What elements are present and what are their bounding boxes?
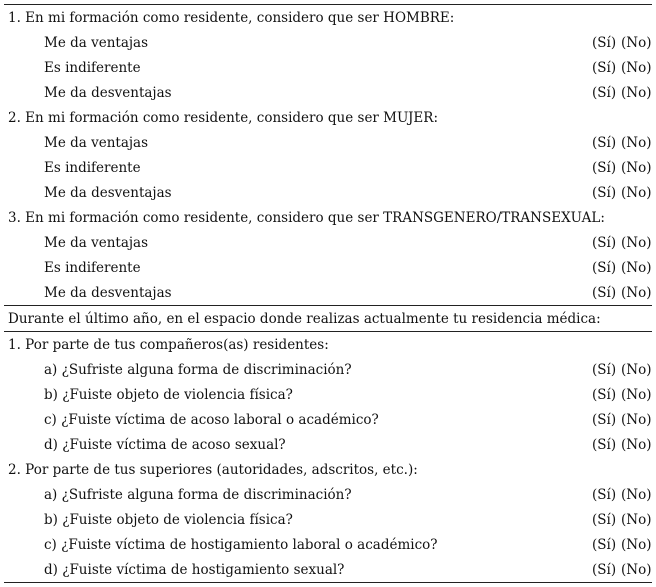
no-choice[interactable]: (No) bbox=[621, 160, 652, 176]
section-intro-text: Durante el último año, en el espacio donde realizas actualmente tu residencia médica: bbox=[8, 311, 601, 327]
answer-option: a) ¿Sufriste alguna forma de discriminación? bbox=[44, 487, 352, 503]
answer-option: d) ¿Fuiste víctima de acoso sexual? bbox=[44, 437, 286, 453]
answer-row bbox=[0, 81, 656, 106]
answer-row bbox=[0, 256, 656, 281]
no-choice[interactable]: (No) bbox=[621, 512, 652, 528]
answer-option: Me da desventajas bbox=[44, 285, 172, 301]
question-heading bbox=[0, 206, 656, 231]
section-intro bbox=[0, 307, 656, 332]
answer-row bbox=[0, 181, 656, 206]
no-choice[interactable]: (No) bbox=[621, 285, 652, 301]
question-heading-text: 3. En mi formación como residente, considero que ser TRANSGENERO/TRANSEXUAL: bbox=[8, 210, 605, 226]
answer-option: Me da ventajas bbox=[44, 235, 149, 251]
yes-choice[interactable]: (Sí) bbox=[592, 85, 617, 101]
yes-choice[interactable]: (Sí) bbox=[592, 260, 617, 276]
answer-row bbox=[0, 558, 656, 583]
yes-choice[interactable]: (Sí) bbox=[592, 185, 617, 201]
yes-choice[interactable]: (Sí) bbox=[592, 160, 617, 176]
answer-row bbox=[0, 156, 656, 181]
question-heading bbox=[0, 458, 656, 483]
answer-row bbox=[0, 31, 656, 56]
question-heading-text: 1. En mi formación como residente, considero que ser HOMBRE: bbox=[8, 10, 455, 26]
answer-row bbox=[0, 358, 656, 383]
answer-row bbox=[0, 281, 656, 306]
bottom-rule bbox=[4, 582, 652, 583]
yes-choice[interactable]: (Sí) bbox=[592, 487, 617, 503]
no-choice[interactable]: (No) bbox=[621, 235, 652, 251]
no-choice[interactable]: (No) bbox=[621, 387, 652, 403]
section-divider bbox=[4, 331, 652, 332]
yes-choice[interactable]: (Sí) bbox=[592, 512, 617, 528]
question-heading-text: 2. Por parte de tus superiores (autoridades, adscritos, etc.): bbox=[8, 462, 418, 478]
yes-choice[interactable]: (Sí) bbox=[592, 60, 617, 76]
answer-option: Me da ventajas bbox=[44, 135, 149, 151]
answer-option: Me da ventajas bbox=[44, 35, 149, 51]
answer-option: Me da desventajas bbox=[44, 85, 172, 101]
section-divider bbox=[4, 305, 652, 306]
no-choice[interactable]: (No) bbox=[621, 185, 652, 201]
no-choice[interactable]: (No) bbox=[621, 562, 652, 578]
question-heading bbox=[0, 333, 656, 358]
answer-row bbox=[0, 508, 656, 533]
no-choice[interactable]: (No) bbox=[621, 60, 652, 76]
no-choice[interactable]: (No) bbox=[621, 537, 652, 553]
question-heading bbox=[0, 106, 656, 131]
no-choice[interactable]: (No) bbox=[621, 487, 652, 503]
answer-row bbox=[0, 131, 656, 156]
yes-choice[interactable]: (Sí) bbox=[592, 285, 617, 301]
answer-option: Es indiferente bbox=[44, 60, 141, 76]
answer-option: Es indiferente bbox=[44, 160, 141, 176]
no-choice[interactable]: (No) bbox=[621, 362, 652, 378]
answer-row bbox=[0, 231, 656, 256]
yes-choice[interactable]: (Sí) bbox=[592, 387, 617, 403]
yes-choice[interactable]: (Sí) bbox=[592, 537, 617, 553]
yes-choice[interactable]: (Sí) bbox=[592, 362, 617, 378]
no-choice[interactable]: (No) bbox=[621, 85, 652, 101]
top-rule bbox=[4, 4, 652, 5]
answer-option: Es indiferente bbox=[44, 260, 141, 276]
answer-option: c) ¿Fuiste víctima de hostigamiento laboral o académico? bbox=[44, 537, 438, 553]
yes-choice[interactable]: (Sí) bbox=[592, 412, 617, 428]
answer-option: a) ¿Sufriste alguna forma de discriminación? bbox=[44, 362, 352, 378]
no-choice[interactable]: (No) bbox=[621, 437, 652, 453]
question-heading-text: 2. En mi formación como residente, considero que ser MUJER: bbox=[8, 110, 438, 126]
no-choice[interactable]: (No) bbox=[621, 412, 652, 428]
question-heading bbox=[0, 6, 656, 31]
no-choice[interactable]: (No) bbox=[621, 260, 652, 276]
yes-choice[interactable]: (Sí) bbox=[592, 235, 617, 251]
no-choice[interactable]: (No) bbox=[621, 135, 652, 151]
answer-row bbox=[0, 433, 656, 458]
answer-option: b) ¿Fuiste objeto de violencia física? bbox=[44, 512, 293, 528]
answer-row bbox=[0, 408, 656, 433]
answer-option: b) ¿Fuiste objeto de violencia física? bbox=[44, 387, 293, 403]
yes-choice[interactable]: (Sí) bbox=[592, 437, 617, 453]
answer-option: c) ¿Fuiste víctima de acoso laboral o académico? bbox=[44, 412, 379, 428]
question-heading-text: 1. Por parte de tus compañeros(as) residentes: bbox=[8, 337, 329, 353]
yes-choice[interactable]: (Sí) bbox=[592, 562, 617, 578]
no-choice[interactable]: (No) bbox=[621, 35, 652, 51]
answer-row bbox=[0, 533, 656, 558]
answer-row bbox=[0, 56, 656, 81]
yes-choice[interactable]: (Sí) bbox=[592, 135, 617, 151]
answer-row bbox=[0, 383, 656, 408]
yes-choice[interactable]: (Sí) bbox=[592, 35, 617, 51]
answer-option: d) ¿Fuiste víctima de hostigamiento sexual? bbox=[44, 562, 345, 578]
answer-option: Me da desventajas bbox=[44, 185, 172, 201]
answer-row bbox=[0, 483, 656, 508]
